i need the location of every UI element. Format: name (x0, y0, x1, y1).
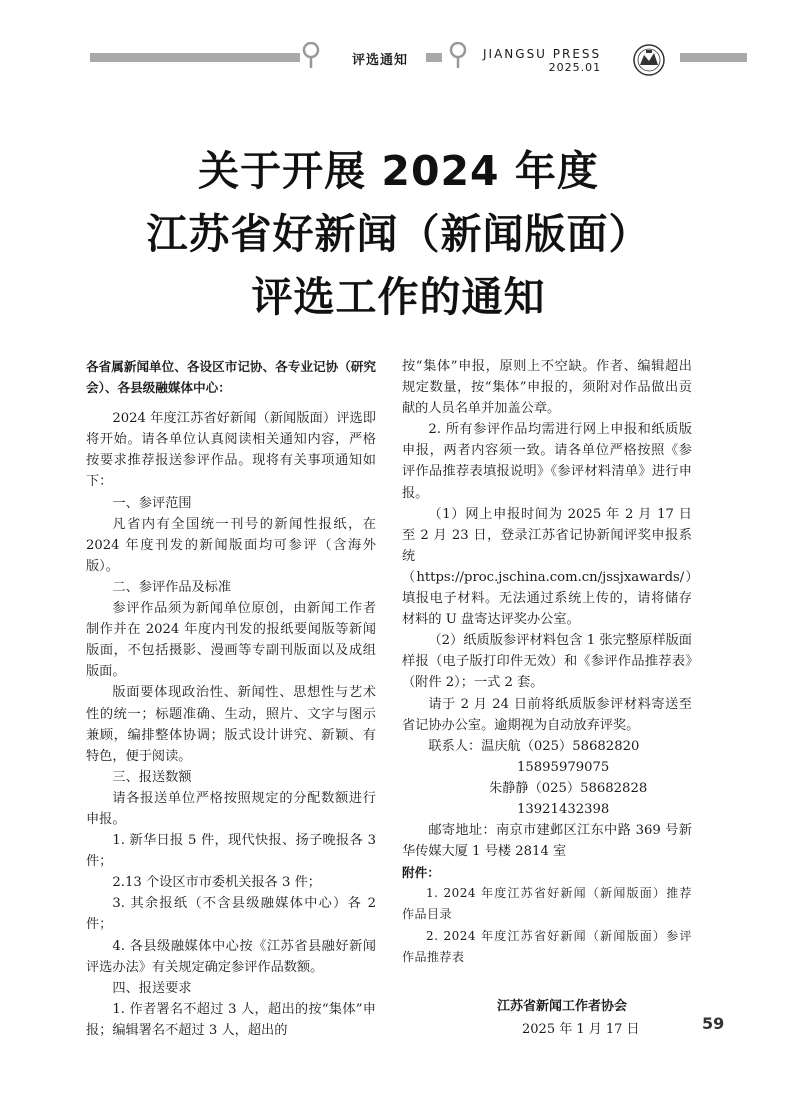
attachment-item: 1. 2024 年度江苏省好新闻（新闻版面）推荐作品目录 (402, 886, 692, 922)
paragraph: 请于 2 月 24 日前将纸质版参评材料寄送至省记协办公室。逾期视为自动放弃评奖。 (402, 696, 692, 733)
addressee: 各省属新闻单位、各设区市记协、各专业记协（研究会）、各县级融媒体中心： (86, 359, 376, 396)
paragraph: 凡省内有全国统一刊号的新闻性报纸，在 2024 年度刊发的新闻版面均可参评（含海外版）。 (86, 516, 376, 574)
paragraph: 1. 作者署名不超过 3 人，超出的按“集体”申报；编辑署名不超过 3 人，超出的 (86, 1001, 376, 1038)
section-heading: 三、报送数额 (112, 769, 192, 785)
paragraph: 2024 年度江苏省好新闻（新闻版面）评选即将开始。请各单位认真阅读相关通知内容，严格按要求推荐报送参评作品。现将有关事项通知如下： (86, 411, 376, 490)
body-column-left (86, 356, 376, 1041)
paragraph: 2. 所有参评作品均需进行网上申报和纸质版申报，两者内容须一致。请各单位严格按照《参评作品推荐表填报说明》《参评材料清单》进行申报。 (402, 422, 692, 501)
paragraph: 版面要体现政治性、新闻性、思想性与艺术性的统一；标题准确、生动，照片、文字与图示兼顾，编排整体协调；版式设计讲究、新颖、有特色，便于阅读。 (86, 685, 376, 764)
paragraph: 按“集体”申报，原则上不空缺。作者、编辑超出规定数量，按“集体”申报的，须附对作品做出贡献的人员名单并加盖公章。 (402, 359, 692, 417)
article-title (0, 140, 797, 329)
list-item: 3. 其余报纸（不含县级融媒体中心）各 2 件； (86, 896, 376, 933)
issue-number: 2025.01 (548, 61, 602, 74)
contact-line: 联系人：温庆航（025）58682820 (428, 738, 640, 754)
title-line: 关于开展 2024 年度 (198, 147, 599, 195)
contact-phone: 13921432398 (517, 801, 610, 817)
attachment-item: 2. 2024 年度江苏省好新闻（新闻版面）参评作品推荐表 (402, 928, 692, 964)
header-rule-right (680, 53, 747, 62)
list-item: 4. 各县级融媒体中心按《江苏省县融好新闻评选办法》有关规定确定参评作品数额。 (86, 938, 376, 975)
paragraph: （2）纸质版参评材料包含 1 张完整原样版面样报（电子版打印件无效）和《参评作品推荐表》（附件 2）；一式 2 套。 (402, 633, 692, 691)
issue-date: 2025 年 1 月 17 日 (522, 1022, 640, 1037)
contact-phone: 15895979075 (517, 759, 610, 775)
publication-name (483, 47, 601, 75)
header-rule-left (90, 53, 300, 62)
title-line: 评选工作的通知 (251, 273, 546, 321)
association-seal-icon (624, 43, 674, 77)
title-line: 江苏省好新闻（新闻版面） (146, 210, 651, 258)
contact-line: 朱静静（025）58682828 (489, 780, 648, 796)
attachments-label: 附件： (402, 865, 440, 881)
pin-icon (449, 42, 467, 68)
section-heading: 二、参评作品及标准 (112, 579, 232, 595)
list-item: 2.13 个设区市市委机关报各 3 件； (112, 875, 321, 891)
section-label: 评选通知 (352, 53, 409, 68)
paragraph: （1）网上申报时间为 2025 年 2 月 17 日至 2 月 23 日，登录江苏省记协新闻评奖申报系统（https://proc.jschina.com.cn/jssjxawards/）填报电子材料。无法通过系统上传的，请将储存材料的 U 盘寄达评奖办公室。 (402, 506, 692, 628)
mailing-address: 邮寄地址：南京市建邺区江东中路 369 号新华传媒大厦 1 号楼 2814 室 (402, 823, 692, 860)
header-rule-middle (426, 53, 442, 62)
body-column-right (402, 356, 692, 968)
list-item: 1. 新华日报 5 件，现代快报、扬子晚报各 3 件； (86, 833, 376, 870)
pin-icon (302, 42, 320, 68)
paragraph: 请各报送单位严格按照规定的分配数额进行申报。 (86, 790, 376, 827)
paragraph: 参评作品须为新闻单位原创，由新闻工作者制作并在 2024 年度内刊发的报纸要闻版等新闻版面，不包括摄影、漫画等专副刊版面以及成组版面。 (86, 601, 376, 680)
page-number: 59 (702, 1014, 725, 1033)
section-heading: 四、报送要求 (112, 980, 192, 996)
issuer-name: 江苏省新闻工作者协会 (497, 999, 628, 1014)
section-heading: 一、参评范围 (112, 495, 192, 511)
publication-title: JIANGSU PRESS (483, 47, 602, 61)
